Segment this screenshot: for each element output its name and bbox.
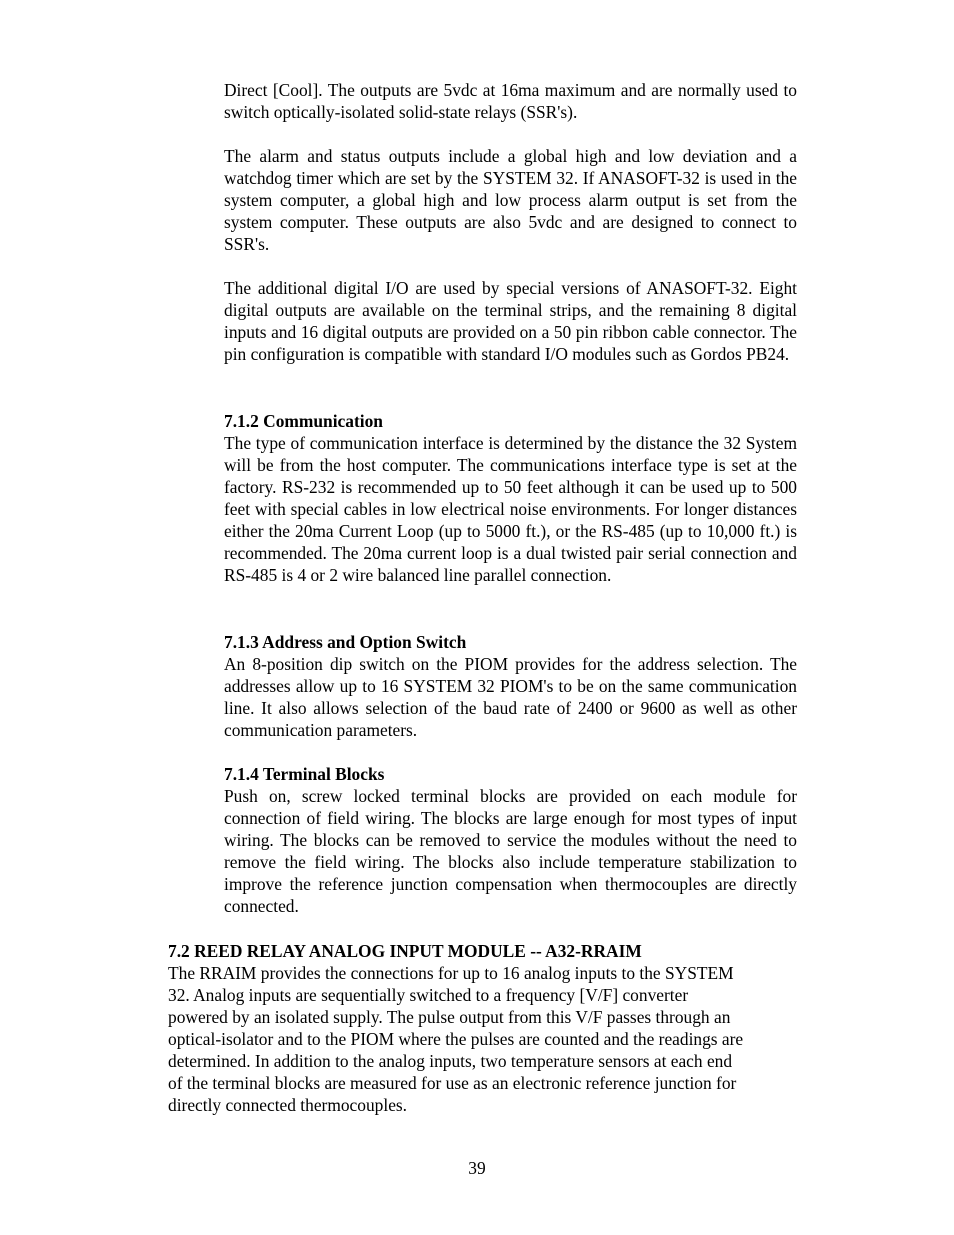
section-7-1-4	[224, 763, 797, 917]
intro-paragraph: Direct [Cool]. The outputs are 5vdc at 16ma maximum and are normally used to switch optically-isolated solid-state relays (SSR's).	[224, 80, 797, 123]
digital-io-paragraph: The additional digital I/O are used by special versions of ANASOFT-32. Eight digital outputs are available on the terminal strips, and the remaining 8 digital inputs and 16 digital outputs are provided on a 50 pin ribbon cable connector. The pin configuration is compatible with standard I/O modules such as Gordos PB24.	[224, 278, 797, 365]
section-7-1-3	[224, 631, 797, 741]
section-line: determined. In addition to the analog inputs, two temperature sensors at each end	[168, 1051, 733, 1072]
section-body: Push on, screw locked terminal blocks are provided on each module for connection of field wiring. The blocks are large enough for most types of input wiring. The blocks can be removed to service the modules without the need to remove the field wiring. The blocks also include temperature stabilization to improve the reference junction compensation when thermocouples are directly connected.	[224, 786, 797, 917]
section-line: powered by an isolated supply. The pulse output from this V/F passes through an	[168, 1007, 731, 1028]
section-line: 32. Analog inputs are sequentially switched to a frequency [V/F] converter	[168, 985, 689, 1006]
section-line: The RRAIM provides the connections for up to 16 analog inputs to the SYSTEM	[168, 963, 734, 984]
section-7-1-2	[224, 410, 797, 586]
section-heading: 7.1.3 Address and Option Switch	[224, 632, 467, 652]
section-heading: 7.2 REED RELAY ANALOG INPUT MODULE -- A32-RRAIM	[168, 941, 642, 961]
section-line: optical-isolator and to the PIOM where the pulses are counted and the readings are	[168, 1029, 744, 1050]
section-line: directly connected thermocouples.	[168, 1095, 408, 1116]
section-7-2	[168, 940, 788, 1116]
page-number: 39	[468, 1158, 486, 1178]
section-line: of the terminal blocks are measured for use as an electronic reference junction for	[168, 1073, 737, 1094]
section-body: The type of communication interface is determined by the distance the 32 System will be from the host computer. The communications interface type is set at the factory. RS-232 is recommended up to 50 feet although it can be used up to 500 feet with special cables in low electrical noise environments. For longer distances either the 20ma Current Loop (up to 5000 ft.), or the RS-485 (up to 10,000 ft.) is recommended. The 20ma current loop is a dual twisted pair serial connection and RS-485 is 4 or 2 wire balanced line parallel connection.	[224, 433, 797, 586]
section-heading: 7.1.4 Terminal Blocks	[224, 764, 385, 784]
alarm-outputs-paragraph: The alarm and status outputs include a global high and low deviation and a watchdog timer which are set by the SYSTEM 32. If ANASOFT-32 is used in the system computer, a global high and low process alarm output is set from the system computer. These outputs are also 5vdc and are designed to connect to SSR's.	[224, 146, 797, 255]
section-body: An 8-position dip switch on the PIOM provides for the address selection. The addresses allow up to 16 SYSTEM 32 PIOM's to be on the same communication line. It also allows selection of the baud rate of 2400 or 9600 as well as other communication parameters.	[224, 654, 797, 741]
section-heading: 7.1.2 Communication	[224, 411, 383, 431]
